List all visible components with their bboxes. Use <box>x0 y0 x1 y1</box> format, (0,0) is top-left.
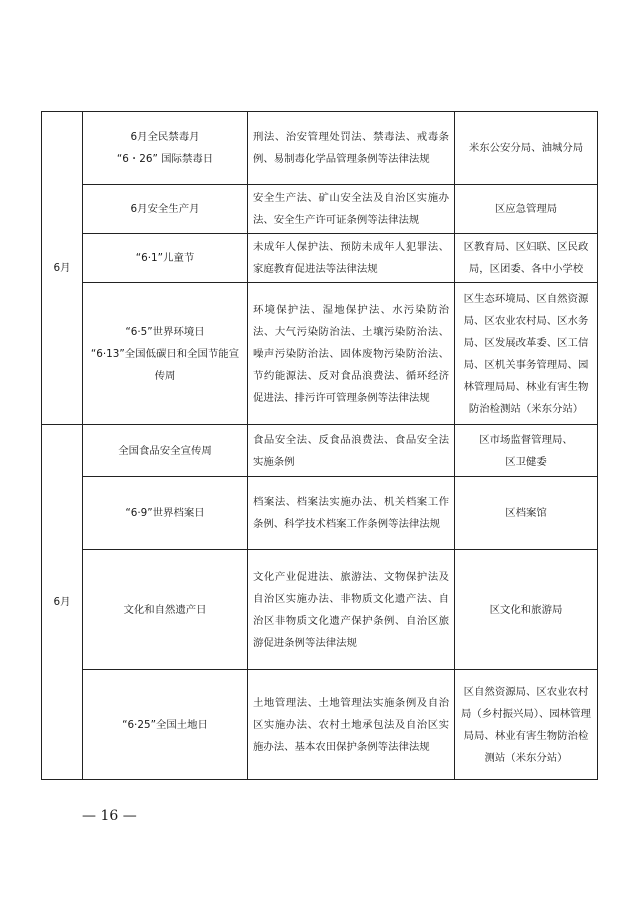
page-number: — 16 — <box>82 808 137 824</box>
table-row <box>42 477 598 550</box>
month-cell: 6月 <box>42 112 83 425</box>
laws-cell: 刑法、治安管理处罚法、禁毒法、戒毒条例、易制毒化学品管理条例等法律法规 <box>248 112 455 185</box>
dept-cell <box>455 112 598 185</box>
table-row <box>42 112 598 185</box>
event-cell <box>83 185 248 234</box>
event-cell <box>83 477 248 550</box>
laws-cell: 土地管理法、土地管理法实施条例及自治区实施办法、农村土地承包法及自治区实施办法、基本农田保护条例等法律法规 <box>248 670 455 780</box>
dept-cell <box>455 550 598 670</box>
event-cell <box>83 234 248 283</box>
event-cell <box>83 283 248 425</box>
month-cell: 6月 <box>42 425 83 780</box>
event-line: “6·1”儿童节 <box>135 252 195 264</box>
event-line: “6·9”世界档案日 <box>125 507 205 519</box>
laws-cell: 档案法、档案法实施办法、机关档案工作条例、科学技术档案工作条例等法律法规 <box>248 477 455 550</box>
table-row <box>42 185 598 234</box>
event-line: “6·25”全国土地日 <box>122 718 208 731</box>
laws-cell: 食品安全法、反食品浪费法、食品安全法实施条例 <box>248 425 455 477</box>
dept-cell <box>455 477 598 550</box>
event-line: “6·13”全国低碳日和全国节能宣传周 <box>90 347 240 382</box>
event-cell <box>83 670 248 780</box>
dept-cell: 区自然资源局、区农业农村局（乡村振兴局）、园林管理局局、林业有害生物防治检测站（米东分站） <box>455 670 598 780</box>
laws-cell: 文化产业促进法、旅游法、文物保护法及自治区实施办法、非物质文化遗产法、自治区非物质文化遗产保护条例、自治区旅游促进条例等法律法规 <box>248 550 455 670</box>
event-line: 文化和自然遗产日 <box>123 603 207 616</box>
dept-cell <box>455 185 598 234</box>
policy-table <box>41 111 598 780</box>
event-line: 全国食品安全宣传周 <box>118 444 212 457</box>
event-line: “6·5”世界环境日 <box>125 325 205 338</box>
dept-line: 区应急管理局 <box>494 203 558 215</box>
dept-line: 区卫健委 <box>505 455 547 468</box>
event-line: 6月安全生产月 <box>130 203 200 215</box>
laws-cell: 未成年人保护法、预防未成年人犯罪法、家庭教育促进法等法律法规 <box>248 234 455 283</box>
event-line: 6月全民禁毒月 <box>130 131 200 143</box>
event-cell <box>83 425 248 477</box>
table-row <box>42 550 598 670</box>
dept-cell: 区教育局、区妇联、区民政局，区团委、各中小学校 <box>455 234 598 283</box>
table-row <box>42 234 598 283</box>
table-row <box>42 670 598 780</box>
dept-line: 米东公安分局、油城分局 <box>468 142 584 154</box>
dept-cell <box>455 425 598 477</box>
event-line: “6・26” 国际禁毒日 <box>116 153 214 165</box>
dept-cell: 区生态环境局、区自然资源局、区农业农村局、区水务局、区发展改革委、区工信局、区机关事务管理局、园林管理局局、林业有害生物防治检测站（米东分站） <box>455 283 598 425</box>
event-cell <box>83 112 248 185</box>
table-row <box>42 283 598 425</box>
table-row <box>42 425 598 477</box>
dept-line: 区文化和旅游局 <box>489 603 563 616</box>
laws-cell: 安全生产法、矿山安全法及自治区实施办法、安全生产许可证条例等法律法规 <box>248 185 455 234</box>
event-cell <box>83 550 248 670</box>
dept-line: 区档案馆 <box>505 507 547 519</box>
dept-line: 区市场监督管理局、 <box>479 433 573 446</box>
laws-cell: 环境保护法、湿地保护法、水污染防治法、大气污染防治法、土壤污染防治法、噪声污染防治法、固体废物污染防治法、节约能源法、反对食品浪费法、循环经济促进法、排污许可管理条例等法律法规 <box>248 283 455 425</box>
